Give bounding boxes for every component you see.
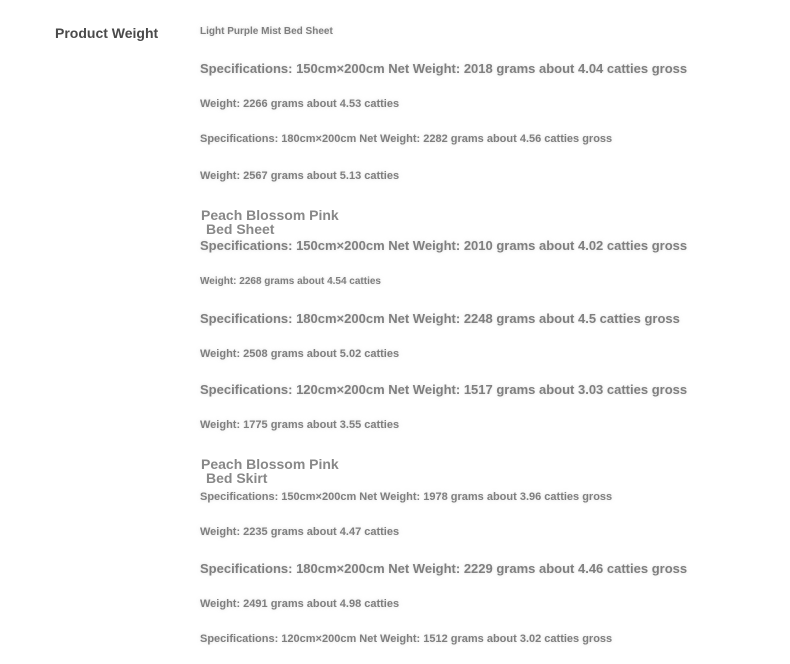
weight-line: Weight: 2491 grams about 4.98 catties xyxy=(200,598,400,610)
header-line-1: Peach Blossom Pink xyxy=(201,456,339,472)
weight-line: Weight: 2567 grams about 5.13 catties xyxy=(200,170,400,182)
weight-line: Weight: 1775 grams about 3.55 catties xyxy=(200,419,400,431)
header-peach-blossom-pink-bed-skirt xyxy=(201,457,339,485)
spec-line: Specifications: 180cm×200cm Net Weight: 2282 grams about 4.56 catties gross xyxy=(200,133,613,145)
product-weight-label: Product Weight xyxy=(55,25,159,41)
header-light-purple-mist-bed-sheet: Light Purple Mist Bed Sheet xyxy=(200,26,333,37)
spec-line: Specifications: 150cm×200cm Net Weight: 1978 grams about 3.96 catties gross xyxy=(200,491,613,503)
weight-line: Weight: 2266 grams about 4.53 catties xyxy=(200,98,400,110)
spec-line: Specifications: 120cm×200cm Net Weight: 1512 grams about 3.02 catties gross xyxy=(200,633,613,645)
header-line-1: Peach Blossom Pink xyxy=(201,207,339,223)
spec-line: Specifications: 120cm×200cm Net Weight: 1517 grams about 3.03 catties gross xyxy=(200,382,688,397)
spec-line: Specifications: 180cm×200cm Net Weight: 2229 grams about 4.46 catties gross xyxy=(200,561,688,576)
spec-line: Specifications: 180cm×200cm Net Weight: 2248 grams about 4.5 catties gross xyxy=(200,311,680,326)
weight-line: Weight: 2235 grams about 4.47 catties xyxy=(200,526,400,538)
weight-line: Weight: 2268 grams about 4.54 catties xyxy=(200,276,381,287)
spec-line: Specifications: 150cm×200cm Net Weight: 2018 grams about 4.04 catties gross xyxy=(200,61,688,76)
header-line-2: Bed Skirt xyxy=(206,470,268,486)
spec-line: Specifications: 150cm×200cm Net Weight: 2010 grams about 4.02 catties gross xyxy=(200,238,688,253)
header-line-2: Bed Sheet xyxy=(206,221,275,237)
header-peach-blossom-pink-bed-sheet xyxy=(201,208,339,236)
weight-line: Weight: 2508 grams about 5.02 catties xyxy=(200,348,400,360)
